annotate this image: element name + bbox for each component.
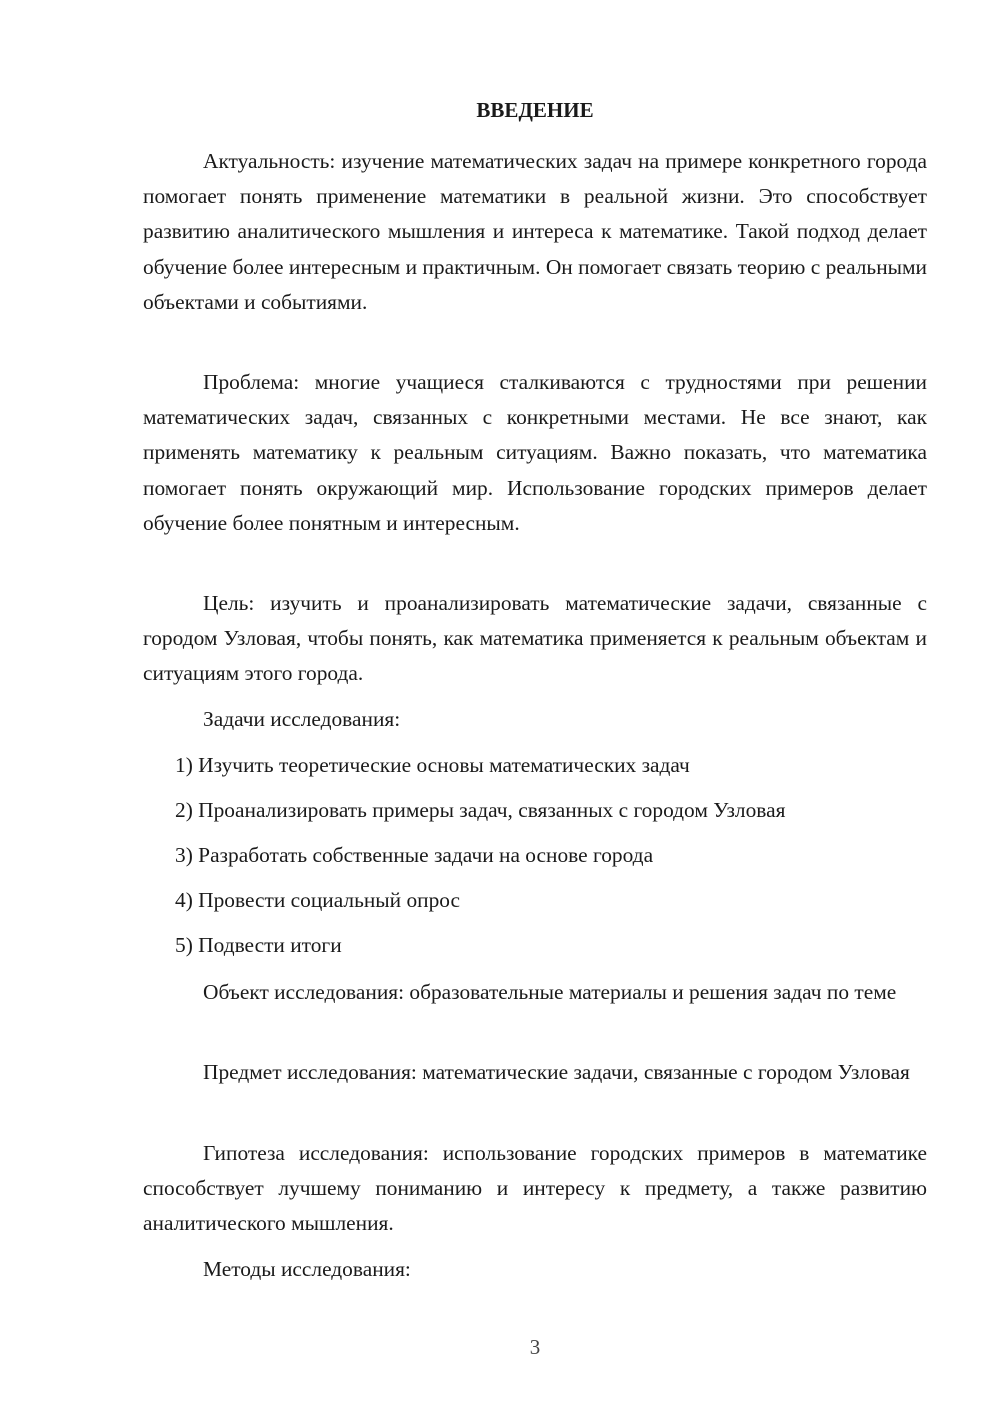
goal-paragraph: Цель: изучить и проанализировать математические задачи, связанные с городом Узловая, чтобы понять, как математика применяется к реальным объектам и ситуациям этого города. <box>143 591 927 686</box>
list-item: 5) Подвести итоги <box>175 933 342 957</box>
document-page <box>143 0 927 1414</box>
list-item: 3) Разработать собственные задачи на основе города <box>175 843 654 867</box>
page-number: 3 <box>529 1335 541 1359</box>
object-paragraph: Объект исследования: образовательные материалы и решения задач по теме <box>203 980 897 1004</box>
methods-heading: Методы исследования: <box>203 1257 411 1281</box>
relevance-paragraph: Актуальность: изучение математических задач на примере конкретного города помогает понять применение математики в реальной жизни. Это способствует развитию аналитического мышления и интереса к математике. Такой подход делает обучение более интересным и практичным. Он помогает связать теорию с реальными объектами и событиями. <box>143 149 927 314</box>
tasks-heading: Задачи исследования: <box>203 707 401 731</box>
list-item: 4) Провести социальный опрос <box>175 888 461 912</box>
subject-paragraph: Предмет исследования: математические задачи, связанные с городом Узловая <box>203 1060 910 1084</box>
problem-paragraph: Проблема: многие учащиеся сталкиваются с трудностями при решении математических задач, связанных с конкретными местами. Не все знают, как применять математику к реальным ситуациям. Важно показать, что математика помогает понять окружающий мир. Использование городских примеров делает обучение более понятным и интересным. <box>143 370 927 535</box>
list-item: 2) Проанализировать примеры задач, связанных с городом Узловая <box>175 798 786 822</box>
section-title: ВВЕДЕНИЕ <box>476 98 594 122</box>
list-item: 1) Изучить теоретические основы математических задач <box>175 753 690 777</box>
hypothesis-paragraph: Гипотеза исследования: использование городских примеров в математике способствует лучшему пониманию и интересу к предмету, а также развитию аналитического мышления. <box>143 1141 927 1236</box>
